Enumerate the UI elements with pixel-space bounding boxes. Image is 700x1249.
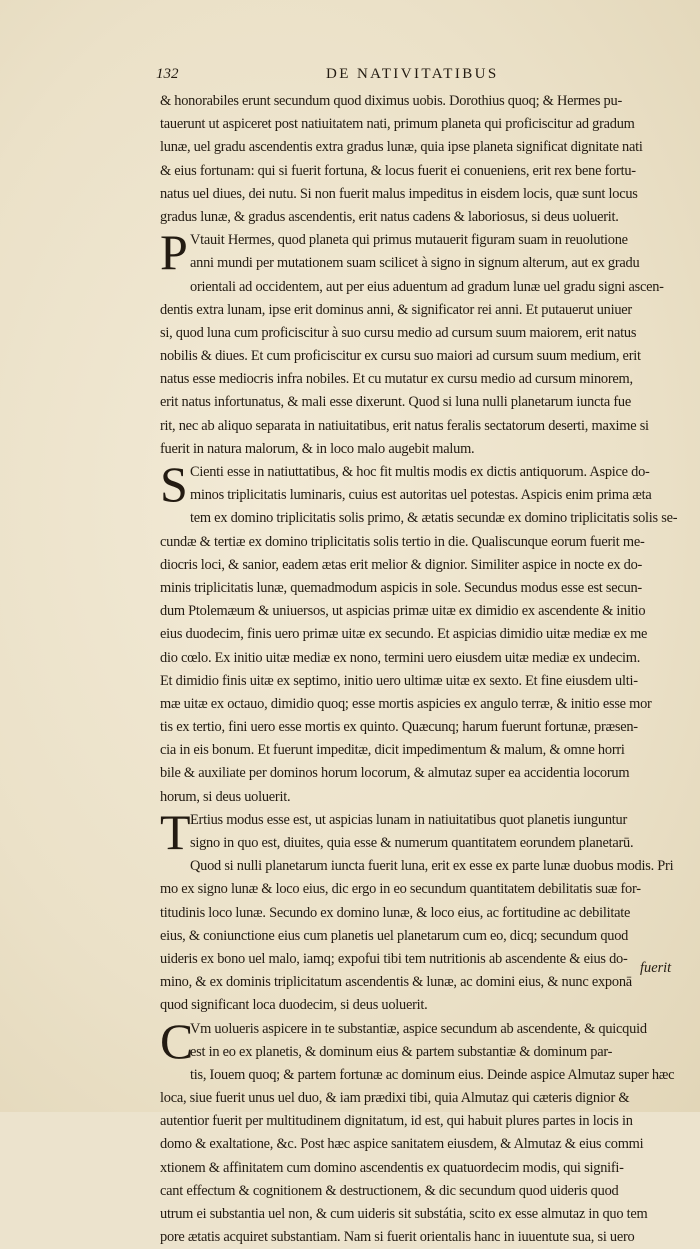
- text-line: Quod si nulli planetarum iuncta fuerit luna, erit ex esse ex parte lunæ duobus modis. Pri: [160, 855, 685, 878]
- paragraph: [160, 1018, 685, 1249]
- text-line: tis ex tertio, fini uero esse mortis ex quinto. Quæcunq; harum fuerunt fortunæ, præsen-: [160, 716, 685, 739]
- text-body: [160, 90, 685, 1249]
- text-line: uideris ex bono uel malo, iamq; expofui tibi tem nutritionis ab ascendente & eius do-: [160, 948, 685, 971]
- text-line: cundæ & tertiæ ex domino triplicitatis solis tertio in die. Qualiscunque eorum fuerit me-: [160, 531, 685, 554]
- text-line: Cienti esse in natiuttatibus, & hoc fit multis modis ex dictis antiquorum. Aspice do-: [160, 461, 685, 484]
- paragraph: [160, 229, 685, 461]
- text-line: cant effectum & cognitionem & destructionem, & dic secundum quod uideris quod: [160, 1180, 685, 1203]
- text-line: bile & auxiliate per dominos horum locorum, & almutaz super ea accidentia locorum: [160, 762, 685, 785]
- text-line: mæ uitæ ex octauo, dimidio quoq; esse mortis aspicies ex angulo terræ, & initio esse mor: [160, 693, 685, 716]
- text-line: Vm uolueris aspicere in te substantiæ, aspice secundum ab ascendente, & quicquid: [160, 1018, 685, 1041]
- text-line: rit, nec ab aliquo separata in natiuitatibus, erit natus feralis sectatorum deserti, maxime si: [160, 415, 685, 438]
- text-line: natus esse mediocris infra nobiles. Et cu mutatur ex cursu medio ad cursum minorem,: [160, 368, 685, 391]
- paragraph: [160, 461, 685, 809]
- text-line: utrum ei substantia uel non, & cum uideris sit substátia, scito ex esse almutaz in quo tem: [160, 1203, 685, 1226]
- text-line: loca, siue fuerit unus uel duo, & iam prædixi tibi, quia Almutaz qui cæteris dignior &: [160, 1087, 685, 1110]
- text-line: mino, & ex dominis triplicitatum ascendentis & lunæ, ac domini eius, & nunc exponā: [160, 971, 685, 994]
- drop-cap-initial: P: [160, 230, 190, 276]
- text-line: tauerunt ut aspiceret post natiuitatem nati, primum planeta qui proficiscitur ad gradum: [160, 113, 685, 136]
- text-line: xtionem & affinitatem cum domino ascendentis ex quatuordecim modis, qui signifi-: [160, 1157, 685, 1180]
- drop-cap-initial: T: [160, 810, 190, 856]
- text-line: quod significant loca duodecim, si deus uoluerit.: [160, 994, 685, 1017]
- text-line: pore ætatis acquiret substantiam. Nam si fuerit orientalis hanc in iuuentute sua, si uero: [160, 1226, 685, 1249]
- text-line: eius, & coniunctione eius cum planetis uel planetarum cum eo, dicq; secundum quod: [160, 925, 685, 948]
- text-line: anni mundi per mutationem suam scilicet à signo in signum alterum, aut ex gradu: [160, 252, 685, 275]
- paragraph: [160, 90, 685, 229]
- paragraph: [160, 809, 685, 1018]
- text-line: tis, Iouem quoq; & partem fortunæ ac dominum eius. Deinde aspice Almutaz super hæc: [160, 1064, 685, 1087]
- catchword: fuerit: [640, 960, 671, 977]
- text-line: si, quod luna cum proficiscitur à suo cursu medio ad cursum suum maiorem, erit natus: [160, 322, 685, 345]
- text-line: natus uel diues, dei nutu. Si non fuerit malus impeditus in eisdem locis, quæ sunt locus: [160, 183, 685, 206]
- text-line: gradus lunæ, & gradus ascendentis, erit natus cadens & laboriosus, si deus uoluerit.: [160, 206, 685, 229]
- text-line: domo & exaltatione, &c. Post hæc aspice sanitatem eiusdem, & Almutaz & eius commi: [160, 1133, 685, 1156]
- text-line: erit natus infortunatus, & mali esse dixerunt. Quod si luna nulli planetarum iuncta fue: [160, 391, 685, 414]
- text-line: est in eo ex planetis, & dominum eius & partem substantiæ & dominum par-: [160, 1041, 685, 1064]
- text-line: dio cœlo. Ex initio uitæ mediæ ex nono, termini uero eiusdem uitæ mediæ ex undecim.: [160, 647, 685, 670]
- text-line: horum, si deus uoluerit.: [160, 786, 685, 809]
- text-line: minis triplicitatis lunæ, quemadmodum aspicis in sole. Secundus modus esse est secun-: [160, 577, 685, 600]
- text-line: minos triplicitatis luminaris, cuius est autoritas uel potestas. Aspicis enim prima æta: [160, 484, 685, 507]
- text-line: mo ex signo lunæ & loco eius, dic ergo in eo secundum quantitatem debilitatis suæ for-: [160, 878, 685, 901]
- text-line: dentis extra lunam, ipse erit dominus anni, & significator rei anni. Et putauerut uniuer: [160, 299, 685, 322]
- text-line: titudinis loco lunæ. Secundo ex domino lunæ, & loco eius, ac fortitudine ac debilitate: [160, 902, 685, 925]
- text-line: Et dimidio finis uitæ ex septimo, initio uero ultimæ uitæ ex sexto. Et fine eiusdem ulti-: [160, 670, 685, 693]
- drop-cap-initial: S: [160, 462, 190, 508]
- text-line: autentior fuerit per multitudinem dignitatum, id est, qui habuit plures partes in locis in: [160, 1110, 685, 1133]
- text-line: Vtauit Hermes, quod planeta qui primus mutauerit figuram suam in reuolutione: [160, 229, 685, 252]
- text-line: signo in quo est, diuites, quia esse & numerum quantitatem eorundem planetarū.: [160, 832, 685, 855]
- text-line: lunæ, uel gradu ascendentis extra gradus lunæ, quia ipse planeta significat dignitate nati: [160, 136, 685, 159]
- text-line: orientali ad occidentem, aut per eius aduentum ad gradum lunæ uel gradu signi ascen-: [160, 276, 685, 299]
- text-line: nobilis & diues. Et cum proficiscitur ex cursu suo maiori ad cursum suum medium, erit: [160, 345, 685, 368]
- text-line: tem ex domino triplicitatis solis primo, & ætatis secundæ ex domino triplicitatis solis se-: [160, 507, 685, 530]
- text-line: cia in eis bonum. Et fuerunt impeditæ, dicit impedimentum & malum, & omne horri: [160, 739, 685, 762]
- text-line: diocris loci, & sanior, eadem ætas erit melior & dignior. Similiter aspice in nocte ex do-: [160, 554, 685, 577]
- page-number: 132: [156, 66, 179, 83]
- text-line: fuerit in natura malorum, & in loco malo augebit malum.: [160, 438, 685, 461]
- drop-cap-initial: C: [160, 1019, 190, 1065]
- page-header: [0, 66, 700, 88]
- text-line: & eius fortunam: qui si fuerit fortuna, & locus fuerit ei conueniens, erit rex bene fortu-: [160, 160, 685, 183]
- text-line: dum Ptolemæum & uniuersos, ut aspicias primæ uitæ ex dimidio ex ascendente & initio: [160, 600, 685, 623]
- text-line: eius duodecim, finis uero primæ uitæ ex secundo. Et aspicias dimidio uitæ mediæ ex me: [160, 623, 685, 646]
- running-head: DE NATIVITATIBUS: [326, 66, 499, 83]
- text-line: Ertius modus esse est, ut aspicias lunam in natiuitatibus quot planetis iunguntur: [160, 809, 685, 832]
- text-line: & honorabiles erunt secundum quod diximus uobis. Dorothius quoq; & Hermes pu-: [160, 90, 685, 113]
